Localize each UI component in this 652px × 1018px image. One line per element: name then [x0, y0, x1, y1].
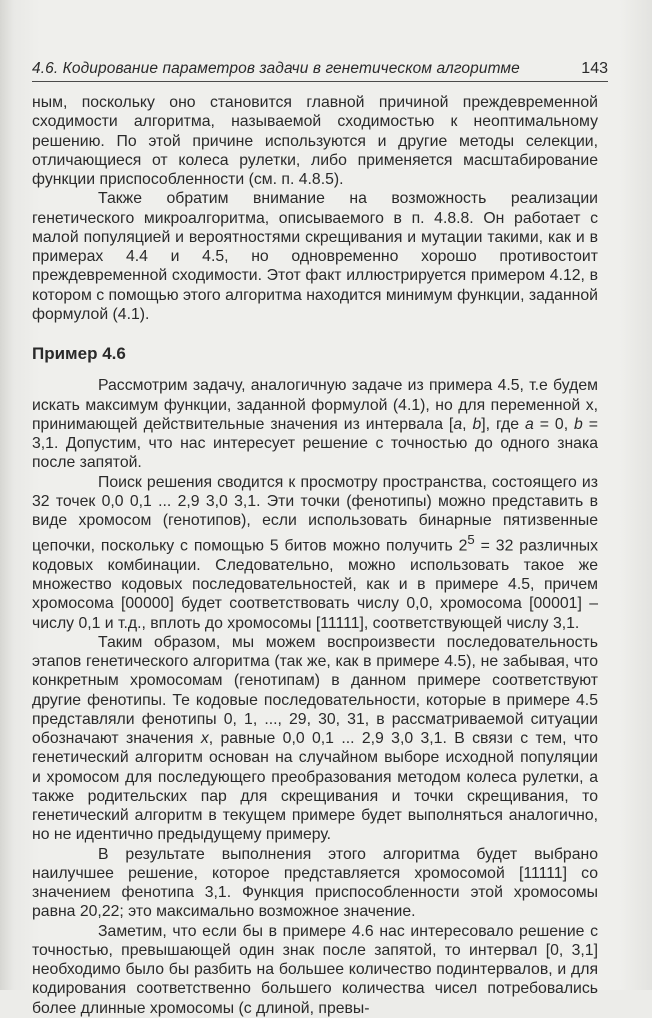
text-run: Рассмотрим задачу, аналогичную задаче из примера 4.5, т.е будем искать максимум функции, заданной формулой (4.1), но для переменной x, принимающей действительные значения из интервала [	[32, 377, 598, 433]
paragraph: Также обратим внимание на возможность реализации генетического микроалгоритма, описываемого в п. 4.8.8. Он работает с малой популяцией и вероятностями скрещивания и мутации такими, как и в примерах 4.4 и 4.5, но одновременно хорошо противостоит преждевременной сходимости. Этот факт иллюстрируется примером 4.12, в котором с помощью этого алгоритма находится минимум функции, заданной формулой (4.1).	[32, 190, 598, 323]
paragraph	[32, 473, 598, 633]
paragraph	[32, 376, 598, 472]
example-heading: Пример 4.6	[32, 344, 126, 363]
italic-run: a	[453, 415, 463, 433]
italic-run: b	[574, 415, 583, 433]
italic-run: a	[525, 415, 534, 433]
page-number: 143	[581, 60, 608, 77]
paragraph: В результате выполнения этого алгоритма будет выбрано наилучшее решение, которое представляется хромосомой [11111] со значением фенотипа 3,1. Функция приспособленности этой хромосомы равна 20,22; это максимально возможное значение.	[32, 845, 598, 921]
text-run: ], где	[481, 415, 525, 433]
superscript: 5	[467, 532, 475, 548]
paragraph: Заметим, что если бы в примере 4.6 нас интересовало решение с точностью, превышающей один знак после запятой, то интервал [0, 3,1] необходимо было бы разбить на большее количество подинтервалов, и для кодирования соответственно большего количества чисел потребовались более длинные хромосомы (с длиной, превы-	[32, 922, 598, 1017]
text-run: Поиск решения сводится к просмотру пространства, состоящего из 32 точек 0,0 0,1 ... 2,9 3,0 3,1. Эти точки (фенотипы) можно представить в виде хромосом (генотипов), если использовать бинарные пятизвенные цепочки, поскольку с помощью 5 битов можно получить 2	[32, 473, 598, 555]
page-body	[32, 93, 598, 1018]
text-run: = 3,1. Допустим, что нас интересует решение с точностью до одного знака после запятой.	[32, 415, 598, 472]
paragraph: ным, поскольку оно становится главной причиной преждевременной сходимости алгоритма, называемой сходимостью к неоптимальному решению. По этой причине используются и другие методы селекции, отличающиеся от колеса рулетки, либо применяется масштабирование функции приспособленности (см. п. 4.8.5).	[32, 94, 598, 188]
text-run: ,	[462, 415, 473, 433]
section-title: 4.6. Кодирование параметров задачи в генетическом алгоритме	[32, 60, 520, 77]
running-header	[32, 56, 608, 82]
italic-run: x	[200, 730, 209, 748]
text-run: , равные 0,0 0,1 ... 2,9 3,0 3,1. В связи с тем, что генетический алгоритм основан на случайном выборе исходной популяции и хромосом для последующего преобразования методом колеса рулетки, а также родительских пар для скрещивания и точки скрещивания, то генетический алгоритм в текущем примере будет выполняться аналогично, но не идентично предыдущему примеру.	[32, 730, 598, 844]
text-run: = 0,	[533, 415, 575, 433]
text-run: Таким образом, мы можем воспроизвести последовательность этапов генетического алгоритма (так же, как в примере 4.5), не забывая, что конкретным хромосомам (генотипам) в данном примере соответствуют другие фенотипы. Те кодовые последовательности, которые в примере 4.5 представляли фенотипы 0, 1, ..., 29, 30, 31, в рассматриваемой ситуации обозначают значения	[32, 633, 598, 748]
text-run: = 32 различных кодовых комбинации. Следовательно, можно использовать такое же множество кодовых последовательностей, как и в примере 4.5, причем хромосома [00000] будет соответствовать числу 0,0, хромосома [00001] – числу 0,1 и т.д., вплоть до хромосомы [11111], соответствующей числу 3,1.	[32, 537, 599, 632]
paragraph	[32, 633, 598, 845]
italic-run: b	[472, 415, 482, 433]
